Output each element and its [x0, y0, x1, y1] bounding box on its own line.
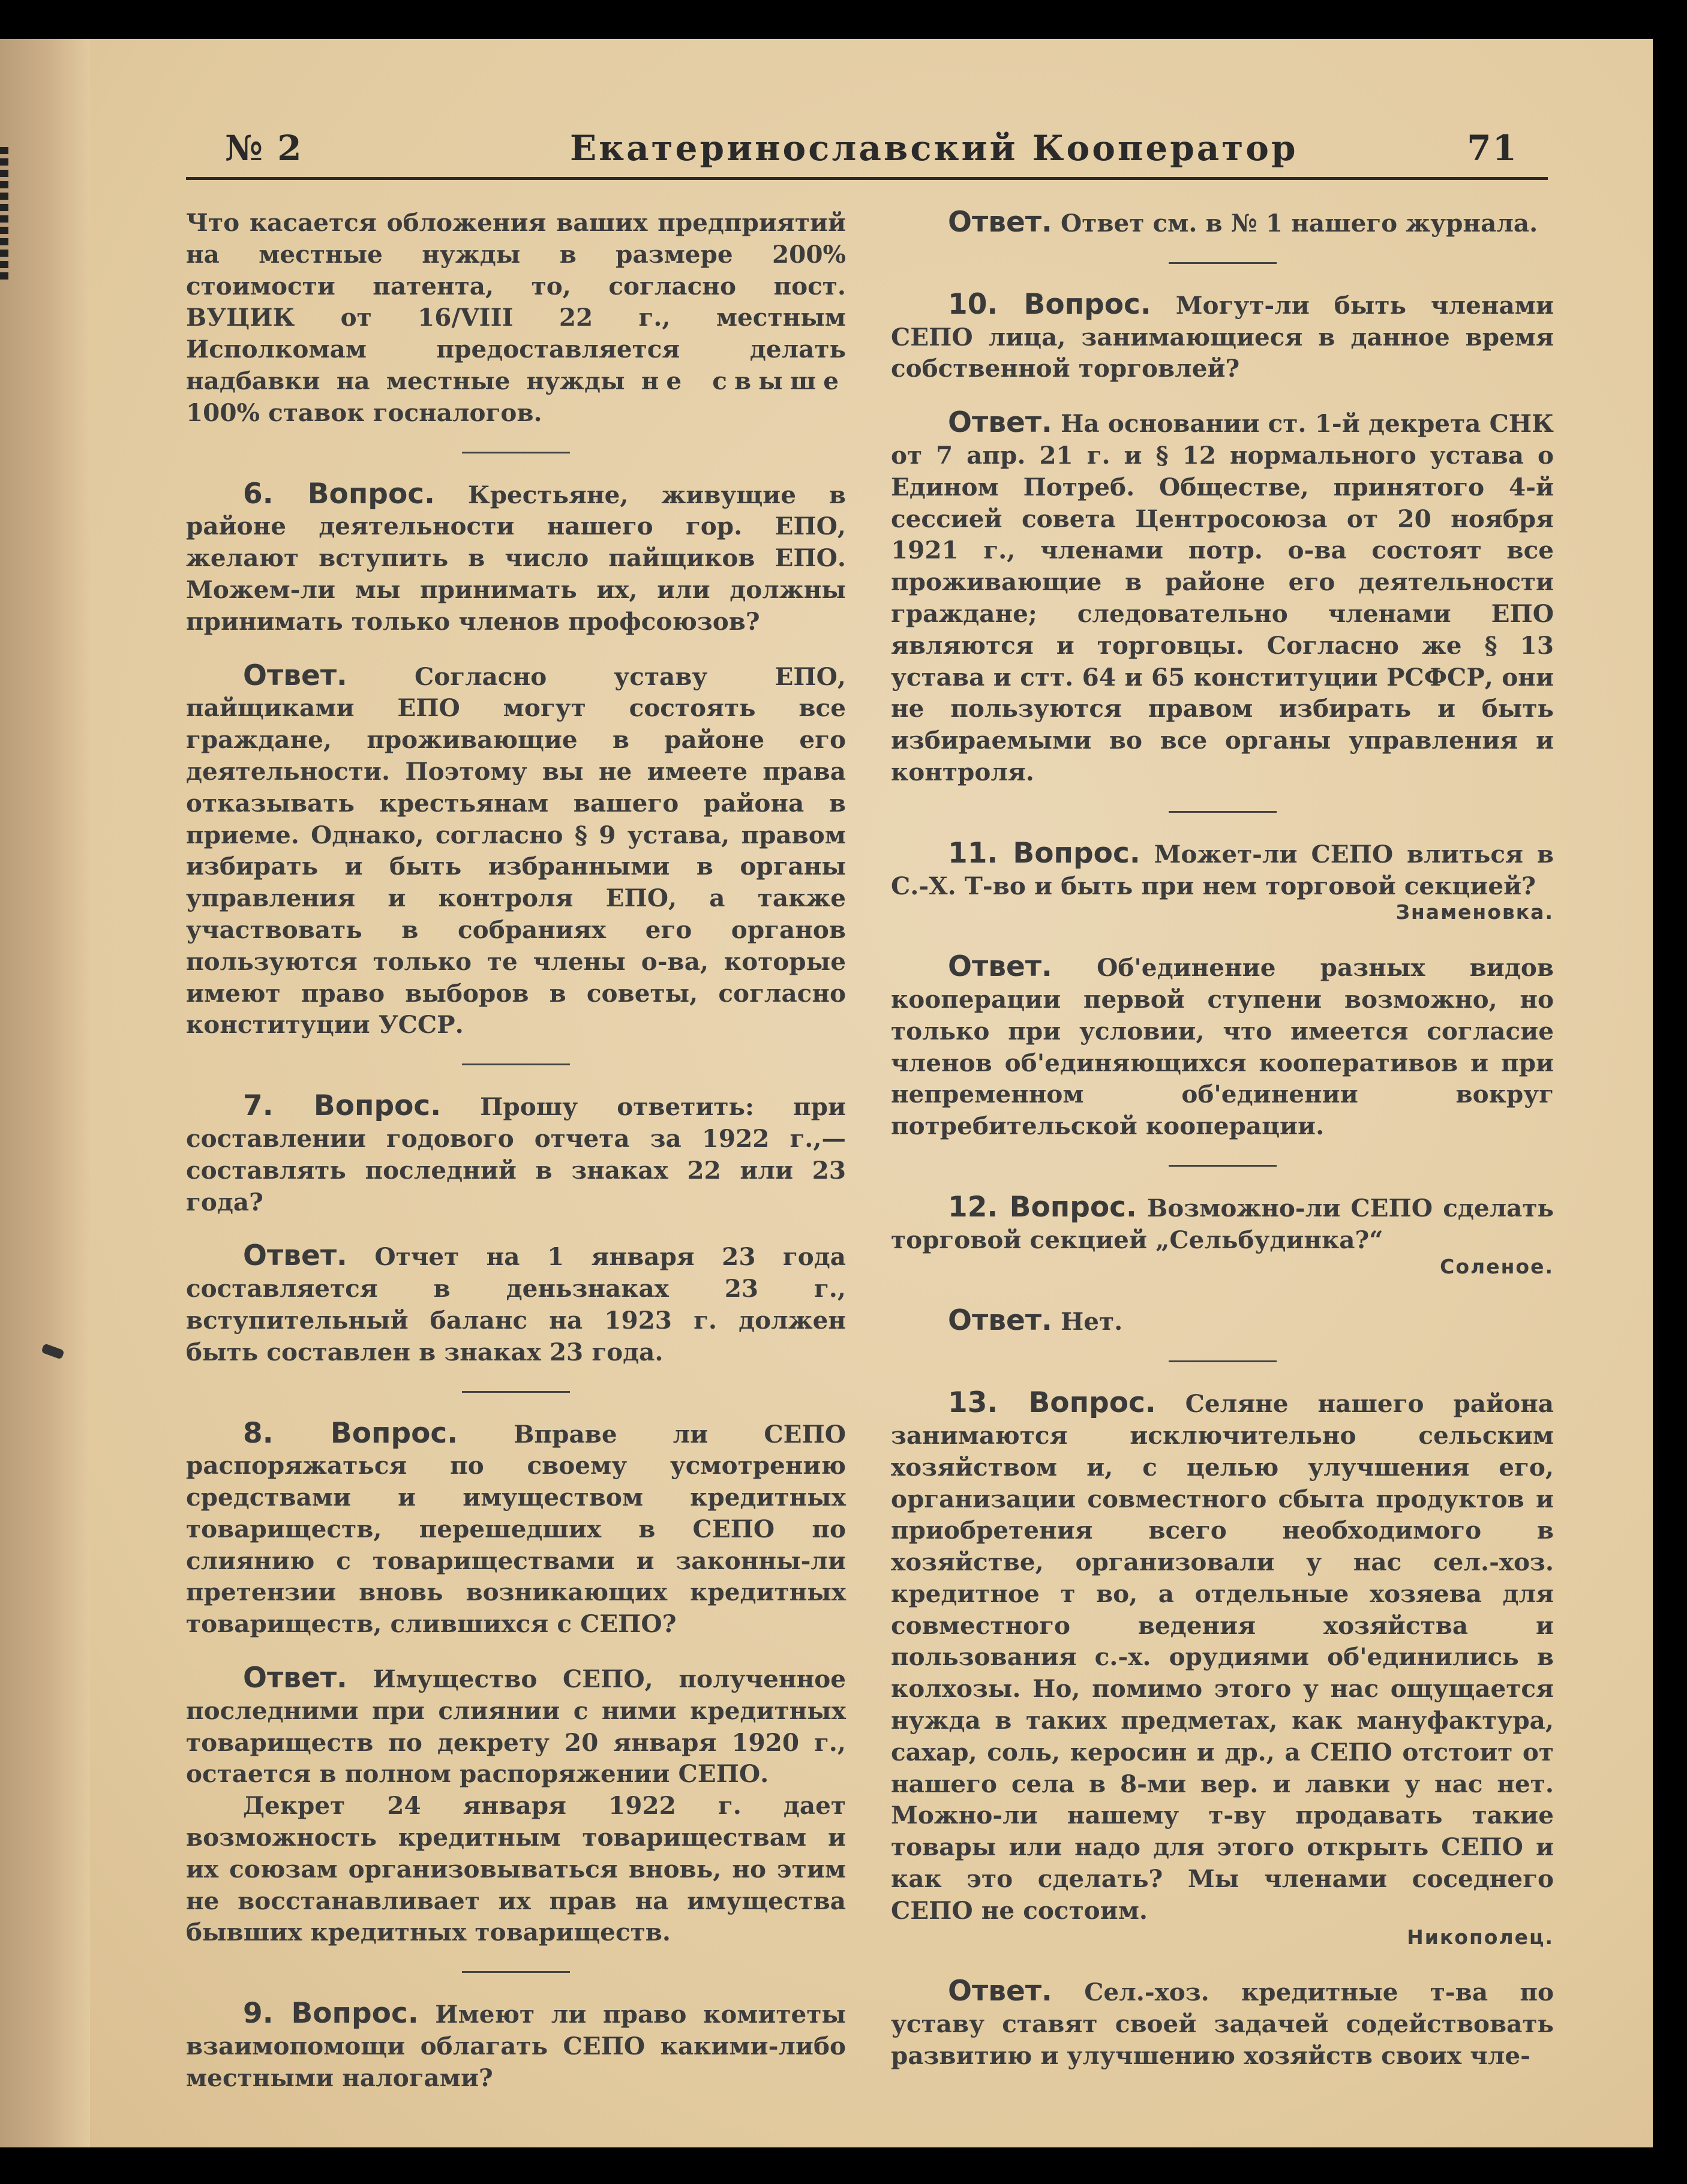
binding-mark — [0, 250, 8, 257]
question-13 — [891, 1387, 1554, 1927]
intro-text-end: 100% ставок госналогов. — [186, 398, 542, 427]
answer-11 — [891, 951, 1554, 1142]
section-divider — [1169, 262, 1277, 264]
section-divider — [462, 1971, 570, 1973]
answer-label: Ответ. — [243, 1239, 347, 1273]
answer-7 — [186, 1240, 846, 1368]
answer-label: Ответ. — [243, 659, 347, 692]
question-text: Крестьяне, живущие в районе деятельности нашего гор. ЕПО, желают вступить в число пайщиков ЕПО. Можем-ли мы принимать их, или должны принимать только членов профсоюзов? — [186, 480, 846, 636]
intro-paragraph — [186, 207, 846, 429]
question-9 — [186, 1998, 846, 2093]
answer-text: Сел.-хоз. кредитные т-ва по уставу ставят своей задачей содействовать развитию и улучшению хозяйств своих чле- — [891, 1978, 1554, 2071]
answer-text: Нет. — [1052, 1307, 1123, 1336]
answer-12 — [891, 1305, 1554, 1338]
answer-label: Ответ. — [948, 950, 1052, 984]
binding-mark — [0, 272, 8, 280]
question-text: Имеют ли право комитеты взаимопомощи облагать СЕПО какими-либо местными налогами? — [186, 2000, 846, 2092]
question-label: 8. Вопрос. — [243, 1416, 458, 1450]
section-divider — [1169, 1360, 1277, 1362]
page-number: 71 — [1467, 128, 1518, 169]
binding-mark — [0, 193, 8, 200]
question-label: 9. Вопрос. — [243, 1997, 419, 2030]
answer-13 — [891, 1976, 1554, 2071]
question-label: 11. Вопрос. — [948, 836, 1140, 870]
answer-label: Ответ. — [243, 1662, 347, 1695]
question-label: 12. Вопрос. — [948, 1190, 1137, 1224]
section-divider — [462, 452, 570, 453]
question-label: 10. Вопрос. — [948, 287, 1151, 321]
question-12-signature: Соленое. — [1440, 1254, 1554, 1278]
binding-edge — [0, 147, 13, 284]
question-label: 13. Вопрос. — [948, 1386, 1156, 1420]
binding-mark — [0, 227, 8, 234]
binding-mark — [0, 261, 8, 268]
question-11-signature: Знаменовка. — [1395, 900, 1554, 924]
answer-text: Имущество СЕПО, полученное последними при слиянии с ними кредитных товариществ по декрету 20 января 1920 г., остается в полном распоряжении СЕПО. — [186, 1665, 846, 1789]
answer-label: Ответ. — [948, 206, 1052, 239]
answer-8 — [186, 1663, 846, 1790]
question-label: 6. Вопрос. — [243, 477, 435, 510]
answer-text: Об'единение разных видов кооперации первой ступени возможно, но только при условии, что имеется согласие членов об'единяющихся кооперативов и при непременном об'единении вокруг потребительской кооперации. — [891, 953, 1554, 1141]
running-header — [186, 123, 1548, 180]
question-12 — [891, 1192, 1554, 1256]
left-column — [186, 207, 846, 2117]
question-text: Может-ли СЕПО влиться в С.-Х. Т-во и быть при нем торговой секцией? — [891, 839, 1554, 900]
answer-text: Ответ см. в № 1 нашего журнала. — [1052, 209, 1538, 238]
question-text: Прошу ответить: при составлении годового отчета за 1922 г.,— составлять последний в знаках 22 или 23 года? — [186, 1092, 846, 1216]
binding-mark — [0, 181, 8, 188]
answer-label: Ответ. — [948, 1304, 1052, 1338]
answer-text: Отчет на 1 января 23 года составляется в деньзнаках 23 г., вступительный баланс на 1923 г. должен быть составлен в знаках 23 года. — [186, 1242, 846, 1366]
answer-text: На основании ст. 1-й декрета СНК от 7 апр. 21 г. и § 12 нормального устава о Едином Потреб. Обществе, принятого 4-й сессией совета Центросоюза от 20 ноября 1921 г., членами потр. о-ва состоят все проживающие в районе его деятельности граждане; следовательно членами ЕПО являются и торговцы. Согласно же § 13 устава и стт. 64 и 65 конституции РСФСР, они не пользуются правом избирать и быть избираемыми во все органы управления и контроля. — [891, 409, 1554, 786]
answer-label: Ответ. — [948, 406, 1052, 440]
answer-text: Согласно уставу ЕПО, пайщиками ЕПО могут состоять все граждане, проживающие в районе его деятельности. Поэтому вы не имеете права отказывать крестьянам вашего района в приеме. Однако, согласно § 9 устава, правом избирать и быть избранными в органы управления и контроля ЕПО, а также участвовать в собраниях его органов пользуются только те члены о-ва, которые имеют право выборов в советы, согласно конституции УССР. — [186, 662, 846, 1040]
question-8 — [186, 1418, 846, 1641]
journal-title: Екатеринославский Кооператор — [570, 128, 1298, 169]
margin-ink-mark — [41, 1343, 64, 1359]
question-7 — [186, 1091, 846, 1218]
intro-emphasis: не свыше — [641, 366, 846, 395]
binding-mark — [0, 238, 8, 245]
question-10 — [891, 289, 1554, 384]
intro-text: Что касается обложения ваших предприятий на местные нужды в размере 200% стоимости патента, то, согласно пост. ВУЦИК от 16/VIII 22 г., местным Исполкомам предоставляется делать надбавки на местные нужды — [186, 208, 846, 395]
answer-label: Ответ. — [948, 1975, 1052, 2008]
question-text: Вправе ли СЕПО распоряжаться по своему усмотрению средствами и имуществом кредитных товариществ, перешедших в СЕПО по слиянию с товариществами и законны-ли претензии вновь возникающих кредитных товариществ, слившихся с СЕПО? — [186, 1419, 846, 1639]
binding-mark — [0, 158, 8, 166]
answer-9 — [891, 207, 1554, 239]
question-11 — [891, 838, 1554, 902]
section-divider — [462, 1064, 570, 1065]
question-text: Возможно-ли СЕПО сделать торговой секцией „Сельбудинка?“ — [891, 1193, 1554, 1254]
question-label: 7. Вопрос. — [243, 1089, 442, 1123]
binding-mark — [0, 147, 8, 154]
right-column — [891, 207, 1554, 2095]
answer-6 — [186, 660, 846, 1041]
binding-mark — [0, 170, 8, 177]
section-divider — [1169, 811, 1277, 813]
section-divider — [1169, 1165, 1277, 1167]
page-gutter — [0, 39, 90, 2147]
question-6 — [186, 479, 846, 638]
answer-8-continued: Декрет 24 января 1922 г. дает возможность кредитным товариществам и их союзам организовываться вновь, но этим не восстанавливает их прав на имущества бывших кредитных товариществ. — [186, 1791, 846, 1947]
binding-mark — [0, 215, 8, 223]
question-text: Селяне нашего района занимаются исключительно сельским хозяйством и, с целью улучшения его, организации совместного сбыта продуктов и приобретения всего необходимого в хозяйстве, организовали у нас сел.-хоз. кредитное т во, а отдельные хозяева для совместного ведения хозяйства и пользования с.-х. орудиями об'единились в колхозы. Но, помимо этого у нас ощущается нужда в таких предметах, как мануфактура, сахар, соль, керосин и др., а СЕПО отстоит от нашего села в 8-ми вер. и лавки у нас нет. Можно-ли нашему т-ву продавать такие товары или надо для этого открыть СЕПО и как это сделать? Мы членами соседнего СЕПО не состоим. — [891, 1389, 1554, 1925]
question-13-signature: Никополец. — [1407, 1925, 1554, 1949]
issue-number: № 2 — [225, 128, 303, 169]
binding-mark — [0, 204, 8, 211]
answer-10 — [891, 407, 1554, 788]
question-text: Могут-ли быть членами СЕПО лица, занимающиеся в данное время собственной торговлей? — [891, 290, 1554, 383]
section-divider — [462, 1391, 570, 1393]
